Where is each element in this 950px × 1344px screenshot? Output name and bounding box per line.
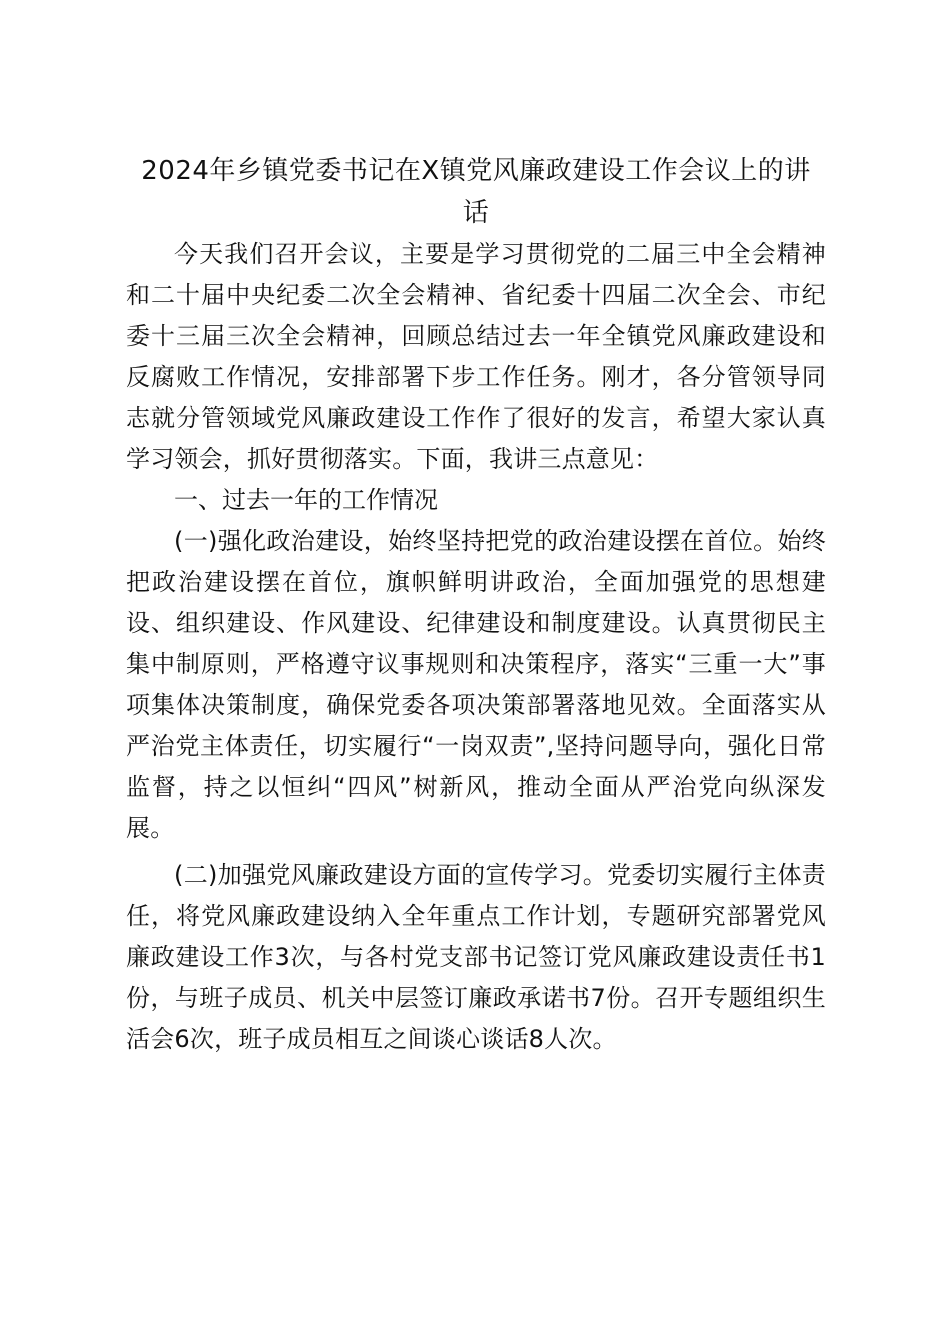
document-body bbox=[126, 150, 826, 1060]
item-publicity-study: (二)加强党风廉政建设方面的宣传学习。党委切实履行主体责任，将党风廉政建设纳入全年重点工作计划，专题研究部署党风廉政建设工作3次，与各村党支部书记签订党风廉政建设责任书1份，与班子成员、机关中层签订廉政承诺书7份。召开专题组织生活会6次，班子成员相互之间谈心谈话8人次。 bbox=[126, 861, 826, 1053]
document-title: 2024年乡镇党委书记在X镇党风廉政建设工作会议上的讲话 bbox=[141, 156, 811, 228]
intro-paragraph: 今天我们召开会议，主要是学习贯彻党的二届三中全会精神和二十届中央纪委二次全会精神、省纪委十四届二次全会、市纪委十三届三次全会精神，回顾总结过去一年全镇党风廉政建设和反腐败工作情况，安排部署下步工作任务。刚才，各分管领导同志就分管领域党风廉政建设工作作了很好的发言，希望大家认真学习领会，抓好贯彻落实。下面，我讲三点意见： bbox=[126, 240, 826, 473]
section-heading-past-year: 一、过去一年的工作情况 bbox=[174, 486, 438, 514]
item-political-construction: (一)强化政治建设，始终坚持把党的政治建设摆在首位。始终把政治建设摆在首位，旗帜鲜明讲政治，全面加强党的思想建设、组织建设、作风建设、纪律建设和制度建设。认真贯彻民主集中制原则，严格遵守议事规则和决策程序，落实“三重一大”事项集体决策制度，确保党委各项决策部署落地见效。全面落实从严治党主体责任，切实履行“一岗双责”,坚持问题导向，强化日常监督，持之以恒纠“四风”树新风，推动全面从严治党向纵深发展。 bbox=[126, 527, 826, 842]
